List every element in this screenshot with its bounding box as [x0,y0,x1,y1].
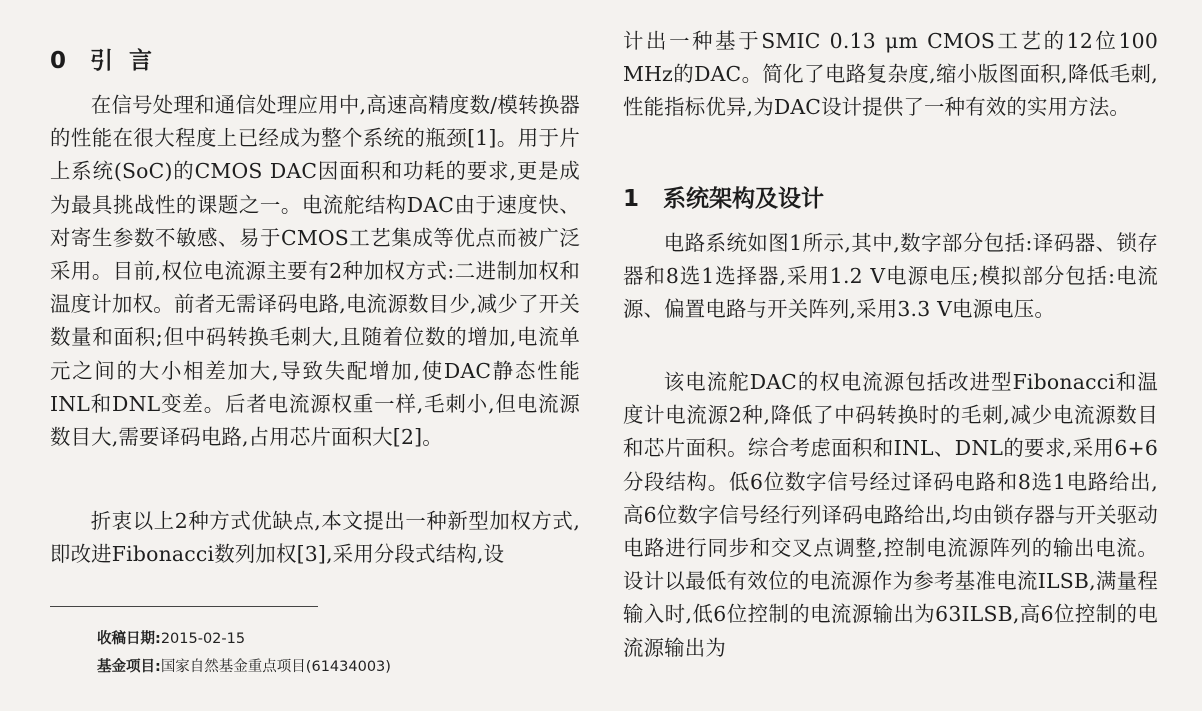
received-value: 2015-02-15 [160,631,246,647]
footnote-divider [50,606,318,607]
intro-paragraph-2: 折衷以上2种方式优缺点,本文提出一种新型加权方式,即改进Fibonacci数列加权[3],采用分段式结构,设 [50,509,580,567]
section-1-paragraph-2: 该电流舵DAC的权电流源包括改进型Fibonacci和温度计电流源2种,降低了中码转换时的毛刺,减少电流源数目和芯片面积。综合考虑面积和INL、DNL的要求,采用6+6分段结构。低6位数字信号经过译码电路和8选1电路给出,高6位数字信号经行列译码电路给出,均由锁存器与开关驱动电路进行同步和交叉点调整,控制电流源阵列的输出电流。设计以最低有效位的电流源作为参考基准电流ILSB,满量程输入时,低6位控制的电流源输出为63ILSB,高6位控制的电流源输出为 [623,370,1158,660]
received-date [97,627,245,648]
section-title: 系统架构及设计 [663,186,825,212]
intro-paragraph-2-continued: 计出一种基于SMIC 0.13 μm CMOS工艺的12位100 MHz的DAC。简化了电路复杂度,缩小版图面积,降低毛刺,性能指标优异,为DAC设计提供了一种有效的实用方法。 [623,29,1158,120]
received-label: 收稿日期: [97,631,161,647]
section-1-heading [623,180,824,213]
fund-value: 国家自然基金重点项目(61434003) [160,659,391,675]
fund-project [97,655,391,676]
section-title: 引 言 [90,48,153,74]
section-1-paragraph-1: 电路系统如图1所示,其中,数字部分包括:译码器、锁存器和8选1选择器,采用1.2 V电源电压;模拟部分包括:电流源、偏置电路与开关阵列,采用3.3 V电源电压。 [623,231,1158,322]
section-number: 1 [623,186,640,212]
section-0-heading [50,42,152,75]
intro-paragraph-1: 在信号处理和通信处理应用中,高速高精度数/模转换器的性能在很大程度上已经成为整个系统的瓶颈[1]。用于片上系统(SoC)的CMOS DAC因面积和功耗的要求,更是成为最具挑战性的课题之一。电流舵结构DAC由于速度快、对寄生参数不敏感、易于CMOS工艺集成等优点而被广泛采用。目前,权位电流源主要有2种加权方式:二进制加权和温度计加权。前者无需译码电路,电流源数目少,减少了开关数量和面积;但中码转换毛刺大,且随着位数的增加,电流单元之间的大小相差加大,导致失配增加,使DAC静态性能INL和DNL变差。后者电流源权重一样,毛刺小,但电流源数目大,需要译码电路,占用芯片面积大[2]。 [50,93,580,450]
fund-label: 基金项目: [97,659,161,675]
section-number: 0 [50,48,67,74]
